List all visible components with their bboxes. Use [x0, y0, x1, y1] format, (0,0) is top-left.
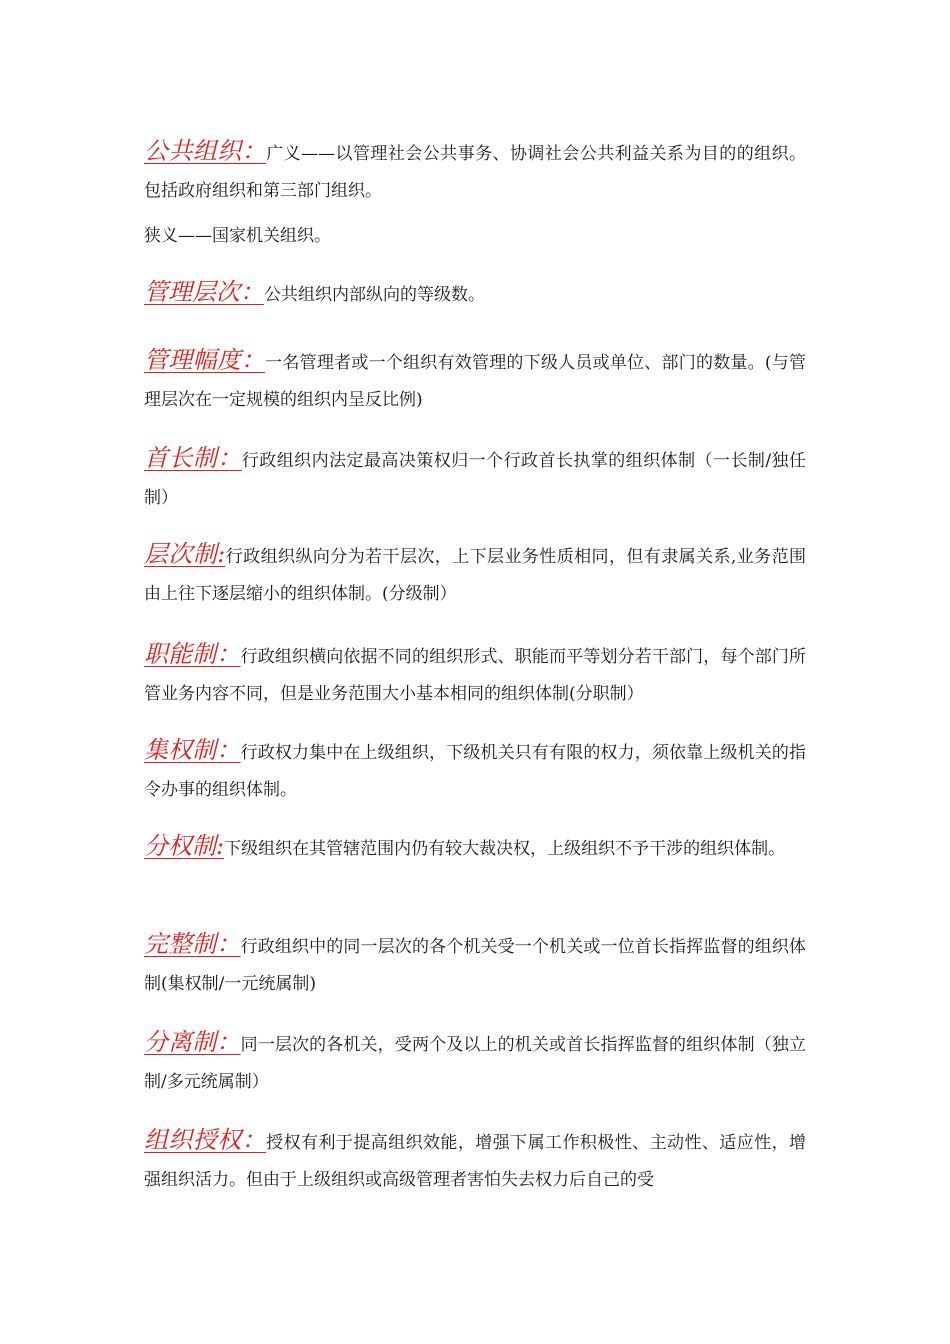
term-label: 完整制： [144, 930, 241, 958]
entry-integrated-system [144, 926, 806, 1003]
term-label: 首长制： [144, 444, 242, 472]
term-label: 集权制： [144, 736, 241, 764]
entry-chief-system [144, 440, 806, 517]
entry-hierarchy-system [144, 536, 806, 613]
definition-text: 行政权力集中在上级组织，下级机关只有有限的权力，须依靠上级机关的指令办事的组织体制。 [144, 743, 807, 800]
term-label: 管理幅度： [144, 346, 266, 374]
term-label: 公共组织： [144, 137, 267, 165]
entry-organizational-delegation [144, 1122, 806, 1199]
definition-text: 授权有利于提高组织效能，增强下属工作积极性、主动性、适应性，增强组织活力。但由于上级组织或高级管理者害怕失去权力后自己的受 [144, 1133, 807, 1190]
entry-centralization [144, 732, 806, 809]
definition-text: 行政组织纵向分为若干层次，上下层业务性质相同，但有隶属关系,业务范围由上往下逐层缩小的组织体制。(分级制） [144, 547, 806, 604]
term-label: 管理层次： [144, 278, 264, 306]
entry-management-span [144, 342, 806, 419]
entry-public-organization [144, 133, 806, 210]
definition-text: 一名管理者或一个组织有效管理的下级人员或单位、部门的数量。(与管理层次在一定规模的组织内呈反比例) [144, 353, 807, 410]
entry-decentralization [144, 828, 806, 868]
definition-text: 行政组织横向依据不同的组织形式、职能而平等划分若干部门，每个部门所管业务内容不同，但是业务范围大小基本相同的组织体制(分职制） [144, 647, 807, 704]
entry-management-levels [144, 274, 806, 314]
entry-separated-system [144, 1024, 806, 1101]
term-label: 职能制： [144, 640, 241, 668]
term-label: 分离制： [144, 1028, 241, 1056]
definition-text: 狭义——国家机关组织。 [144, 226, 331, 246]
term-label: 层次制: [144, 540, 226, 568]
definition-text: 行政组织中的同一层次的各个机关受一个机关或一位首长指挥监督的组织体制(集权制/一元统属制) [144, 937, 807, 994]
definition-text: 行政组织内法定最高决策权归一个行政首长执掌的组织体制（一长制/独任制） [144, 451, 806, 508]
term-label: 分权制: [144, 832, 225, 860]
entry-functional-system [144, 636, 806, 713]
definition-text: 下级组织在其管辖范围内仍有较大裁决权，上级组织不予干涉的组织体制。 [224, 839, 786, 859]
definition-text: 公共组织内部纵向的等级数。 [264, 285, 485, 305]
entry-narrow-definition [144, 218, 806, 255]
definition-text: 同一层次的各机关，受两个及以上的机关或首长指挥监督的组织体制（独立制/多元统属制） [144, 1035, 807, 1092]
definition-text: 广义——以管理社会公共事务、协调社会公共利益关系为目的的组织。包括政府组织和第三部门组织。 [144, 144, 807, 201]
term-label: 组织授权： [144, 1126, 267, 1154]
